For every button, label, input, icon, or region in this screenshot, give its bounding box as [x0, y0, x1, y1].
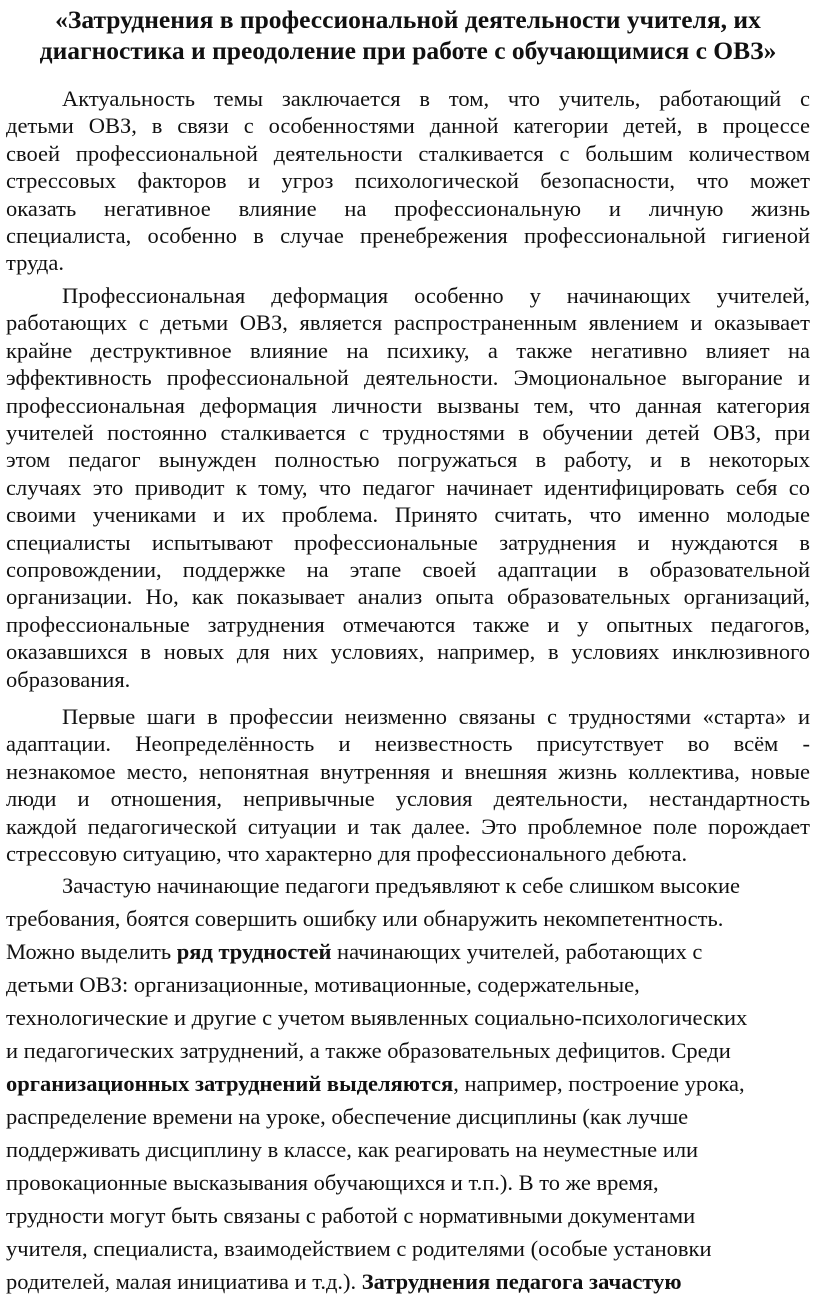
text-line: учителя, специалиста, взаимодействием с родителями (особые установки [6, 1236, 712, 1261]
text-line: распределение времени на уроке, обеспечение дисциплины (как лучше [6, 1104, 689, 1129]
document-title [0, 4, 816, 66]
text-line: своими учениками и их проблема. Принято считать, что именно молодые [6, 502, 810, 528]
title-line-2: диагностика и преодоление при работе с обучающимися с ОВЗ» [39, 36, 777, 65]
paragraph-deformation [6, 282, 810, 693]
text-line: оказать негативное влияние на профессиональную и личную жизнь [6, 195, 810, 221]
text-line: незнакомое место, непонятная внутренняя и внешняя жизнь коллектива, новые [6, 758, 810, 784]
text-line: люди и отношения, непривычные условия деятельности, нестандартность [6, 786, 810, 812]
text-line: работающих с детьми ОВЗ, является распространенным явлением и оказывает [6, 310, 810, 336]
text-line: специалисты испытывают профессиональные затруднения и нуждаются в [6, 529, 810, 555]
text-line: Актуальность темы заключается в том, что учитель, работающий с [62, 86, 810, 111]
text-line: учителей постоянно сталкивается с трудностями в обучении детей ОВЗ, при [6, 420, 810, 446]
text-line [6, 1265, 810, 1298]
bold-term-teacher-difficulties: Затруднения педагога зачастую [361, 1269, 682, 1294]
text-line: образования. [6, 666, 131, 692]
text-line: профессиональные затруднения отмечаются также и у опытных педагогов, [6, 611, 810, 637]
text-line: провокационные высказывания обучающихся и т.п.). В то же время, [6, 1170, 659, 1195]
text-line: трудности могут быть связаны с работой с нормативными документами [6, 1203, 696, 1228]
text-line: каждой педагогической ситуации и так далее. Это проблемное поле порождает [6, 813, 810, 839]
text-line: адаптации. Неопределённость и неизвестность присутствует во всём - [6, 731, 810, 757]
text-line: стрессовую ситуацию, что характерно для профессионального дебюта. [6, 841, 688, 867]
text-line: и педагогических затруднений, а также образовательных дефицитов. Среди [6, 1038, 731, 1063]
text-run: родителей, малая инициатива и т.д.). [6, 1269, 362, 1294]
text-line [6, 935, 810, 968]
text-line: специалиста, особенно в случае пренебрежения профессиональной гигиеной [6, 223, 810, 249]
text-line [6, 1067, 810, 1100]
text-line: этом педагог вынужден полностью погружаться в работу, и в некоторых [6, 447, 810, 473]
text-line: требования, боятся совершить ошибку или обнаружить некомпетентность. [6, 906, 724, 931]
text-line: эффективность профессиональной деятельности. Эмоциональное выгорание и [6, 365, 810, 391]
title-line-1: «Затруднения в профессиональной деятельности учителя, их [55, 5, 761, 34]
text-line: технологические и другие с учетом выявленных социально-психологических [6, 1005, 748, 1030]
text-line: Зачастую начинающие педагоги предъявляют к себе слишком высокие [62, 873, 740, 898]
text-line: оказавшихся в новых для них условиях, например, в условиях инклюзивного [6, 639, 810, 665]
paragraph-difficulties [6, 869, 810, 1298]
text-run: начинающих учителей, работающих с [331, 939, 703, 964]
text-line: профессиональная деформация личности вызваны тем, что данная категория [6, 392, 810, 418]
text-line: крайне деструктивное влияние на психику, а также негативно влияет на [6, 337, 810, 363]
text-run: Можно выделить [6, 939, 177, 964]
text-line: Первые шаги в профессии неизменно связаны с трудностями «старта» и [62, 704, 810, 729]
text-line: детьми ОВЗ: организационные, мотивационные, содержательные, [6, 972, 640, 997]
text-line: организации. Но, как показывает анализ опыта образовательных организаций, [6, 584, 810, 610]
text-line: Профессиональная деформация особенно у начинающих учителей, [62, 283, 810, 308]
bold-term-range-of-difficulties: ряд трудностей [176, 939, 332, 964]
text-run: , например, построение урока, [453, 1071, 745, 1096]
text-line: сопровождении, поддержке на этапе своей адаптации в образовательной [6, 557, 810, 583]
bold-term-organizational-difficulties: организационных затруднений выделяются [6, 1071, 454, 1096]
text-line: труда. [6, 250, 64, 276]
text-line: своей профессиональной деятельности сталкивается с большим количеством [6, 140, 810, 166]
text-line: случаях это приводит к тому, что педагог начинает идентифицировать себя со [6, 474, 810, 500]
text-line: стрессовых факторов и угроз психологической безопасности, что может [6, 168, 810, 194]
paragraph-first-steps [6, 703, 810, 867]
text-line: детьми ОВЗ, в связи с особенностями данной категории детей, в процессе [6, 113, 810, 139]
text-line: поддерживать дисциплину в классе, как реагировать на неуместные или [6, 1137, 699, 1162]
paragraph-relevance [6, 85, 810, 277]
